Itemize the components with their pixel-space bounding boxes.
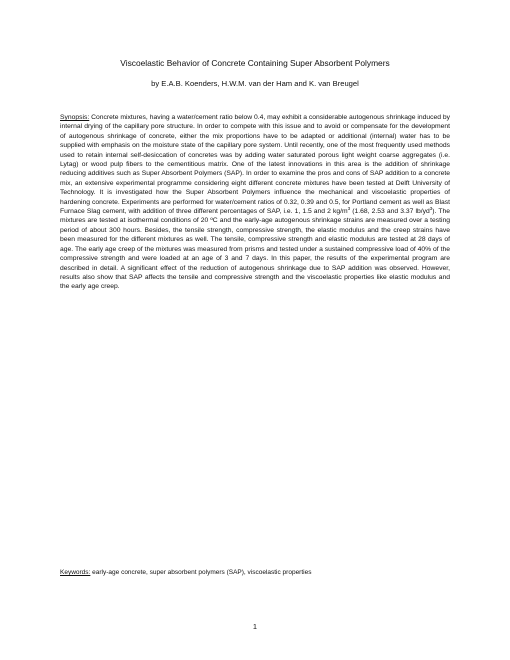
synopsis-text-part1: Concrete mixtures, having a water/cement ratio below 0.4, may exhibit a considerable autogenous shrinkage induced by internal drying of the capillary pore structure. In order to compete with this issue and to avoid or compensate for the development of autogenous shrinkage of concrete, either the mix proportions have to be adapted or additional (internal) water has to be supplied with emphasis on the moisture state of the capillary pore system. Until recently, one of the most frequently used methods used to retain internal self-desiccation of concretes was by adding water saturated porous light weight coarse aggregates (i.e. Lytag) or wood pulp fibers to the cementitious matrix. One of the latest innovations in this area is the addition of shrinkage reducing additives such as Super Absorbent Polymers (SAP). In order to examine the pros and cons of SAP addition to a concrete mix, an extensive experimental programme considering eight different concrete mixtures have been tested at Delft University of Technology. It is investigated how the Super Absorbent Polymers influence the mechanical and viscoelastic properties of hardening concrete. Experiments are performed for water/cement ratios of 0.32, 0.39 and 0.5, for Portland cement as well as Blast Furnace Slag cement, with addition of three different percentages of SAP, i.e. 1, 1.5 and 2 kg/m	[60, 114, 450, 216]
synopsis-label: Synopsis:	[60, 114, 90, 121]
synopsis-paragraph	[60, 113, 450, 292]
synopsis-text-part2: (1.68, 2.53 and 3.37 lb/yd	[350, 208, 430, 216]
keywords-text: early-age concrete, super absorbent polymers (SAP), viscoelastic properties	[90, 569, 312, 576]
superscript-cubic-1: 3	[347, 205, 351, 211]
paper-authors: by E.A.B. Koenders, H.W.M. van der Ham and K. van Breugel	[151, 79, 359, 88]
page-number: 1	[252, 622, 258, 631]
keywords-label: Keywords:	[60, 569, 91, 576]
synopsis-text-part3: ). The mixtures are tested at isothermal conditions of 20 ºC and the early-age autogenous shrinkage strains are measured over a testing period of about 300 hours. Besides, the tensile strength, compressive strength, the elastic modulus and the creep strains have been measured for the different mixtures as well. The tensile, compressive strength and elastic modulus are tested at 28 days of age. The early age creep of the mixtures was measured from prisms and tested under a sustained compressive load of 40% of the compressive strength and were loaded at an age of 3 and 7 days. In this paper, the results of the experimental program are described in detail. A significant effect of the reduction of autogenous shrinkage due to SAP addition was observed. However, results also show that SAP affects the tensile and compressive strength and the viscoelastic properties like elastic modulus and the early age creep.	[60, 208, 450, 291]
paper-title: Viscoelastic Behavior of Concrete Containing Super Absorbent Polymers	[120, 58, 390, 68]
keywords-line	[60, 568, 460, 577]
superscript-cubic-2: 3	[429, 205, 433, 211]
